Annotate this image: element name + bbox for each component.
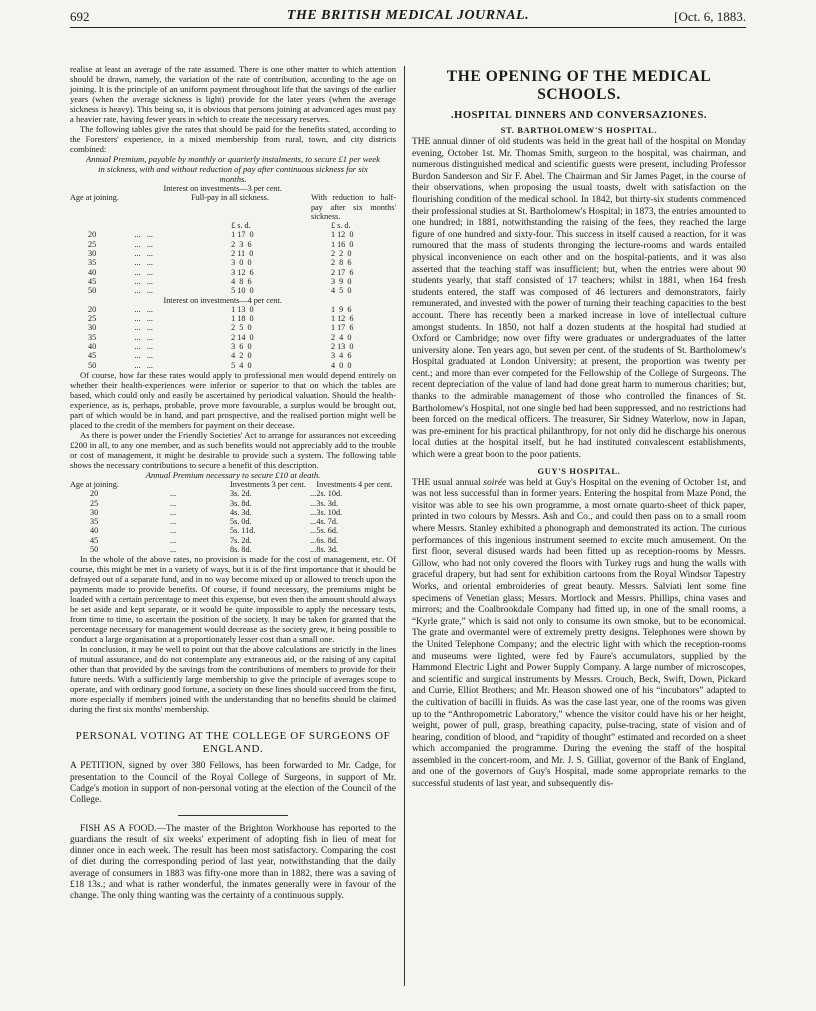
bart-text: annual dinner of old students was held in the great hall of the hospital on Monday evening, October 1st. Mr. Thomas Smith, surgeon to the hospital, was chairman, and numerous distinguished medical and scientific guests were present, including Professor Burdon Sanderson and Sir F. Abel. The Chairman and Sir James Paget, in the course of their observations, when proposing the usual toasts, dwelt with satisfaction on the flourishing condition of the medical school. In 1842, but thirty-six students commenced their professional studies at St. Bartholomew's Hospital; in 1873, the entries amounted to one hundred; in 1881, notwithstanding the raising of the fees, they reached the large figure of one hundred and sixty-four. This success in itself caused a reaction, for it was rumoured that the mass of students thronging the lecture-rooms and wards entailed physical inconvenience on each other and on the hospital-patients, and it was also asserted that the teaching staff was insufficient; but, when the entries were about 90 students yearly, that staff consisted of 17 teachers; whilst in 1881, when 164 fresh students entered, the staff was composed of 46 lecturers and demonstrators, fairly remunerated, and invested with the power of turning their teaching capacities to the best account. There has recently been a marked increase in love of intellectual culture amongst students. In 1850, not half a dozen students at the hospital had studied at Oxford or Cambridge; now over fifty were graduates or undergraduates of the latter university alone. Ten years ago, but seven per cent. of the students of St. Bartholomew's Hospital graduated at London University; at present, the proportion was twenty per cent.; and more than ever competed for the Fellowship of the College of Surgeons. The recent depreciation of the value of land had done great harm to numerous charities; but, thanks to the admirable management of those who controlled the finances of St. Bartholomew's Hospital, not one single bed had been suppressed, and no restrictions had been forced on the medical officers. The treasurer, Sir Sidney Waterlow, now in Japan, was pre-eminent for his practical philanthropy, for not only did he discharge his onerous local duties at the hospital itself, but he had instituted convalescent establishments, which were a great boon to the poor patients. — [412, 137, 746, 461]
death-premium-table — [70, 480, 396, 554]
table1-cell-age: 45 — [88, 351, 97, 361]
table1-cell-dots: ... ... — [134, 267, 153, 277]
table1-cell-age: 20 — [88, 230, 97, 240]
table1-header-age: Age at joining. — [70, 193, 119, 203]
table1-cell-dots: ... ... — [134, 323, 153, 333]
table1-cell-dots: ... ... — [134, 258, 153, 268]
table2-cell-dots: ... — [310, 498, 317, 508]
article-title-medical-schools: THE OPENING OF THE MEDICAL SCHOOLS. — [446, 68, 712, 103]
table2-cell-dots: ... — [310, 489, 317, 499]
paragraph-intro: realise at least an average of the rate assumed. There is one other matter to which attention should be drawn, namely, the variation of the rate of contribution, according to the age on joining. It is the principle of an uniform payment throughout life that the savings of the earlier years (when the average sickness is light) provide for the later years (when the average sickness is heavy). This being so, it is obvious that persons joining at advanced ages must pay a heavier rate, having fewer years in which to create the necessary reserves. — [70, 64, 396, 124]
table1-row — [70, 268, 396, 277]
table2-row — [70, 508, 396, 517]
table1-cell-dots: ... ... — [134, 276, 153, 286]
table2-cell-age: 25 — [90, 498, 99, 508]
table1-cell-dots: ... ... — [134, 314, 153, 324]
table1-cell-dots: ... ... — [134, 239, 153, 249]
table2-cell-4pc: 8s. 3d. — [316, 545, 339, 555]
table2-cell-3pc: 3s. 2d. — [230, 489, 252, 499]
table2-row — [70, 526, 396, 535]
table1-cell-reduced: 3 9 0 — [330, 276, 352, 286]
column-rule — [404, 66, 405, 986]
table2-cell-4pc: 2s. 10d. — [316, 489, 343, 499]
table1-row — [70, 333, 396, 342]
table1-cell-full: 3 0 0 — [231, 258, 252, 268]
table1-cell-full: 1 17 0 — [231, 230, 254, 240]
table1-cell-age: 30 — [88, 249, 97, 259]
table2-cell-age: 35 — [90, 517, 99, 527]
paragraph-guys — [412, 478, 746, 791]
guy-pre: usual annual — [430, 477, 484, 488]
table2-cell-dots: ... — [170, 526, 177, 536]
sickness-premium-table — [70, 184, 396, 370]
table1-cell-age: 30 — [88, 323, 97, 333]
paragraph-bartholomews — [412, 137, 746, 462]
table1-cell-full: 1 13 0 — [231, 304, 254, 314]
table2-cell-3pc: 4s. 3d. — [230, 507, 252, 517]
table2-row — [70, 545, 396, 554]
table2-cell-age: 20 — [90, 489, 99, 499]
table1-units: £ s. d. — [231, 221, 251, 231]
paragraph-of-course: Of course, how far these rates would apply to professional men would depend entirely on whether their health-experiences were inferior or superior to that on which the tables are based, which could only and easily be ascertained by periodical valuation. Should the health-experience, as is, perhaps, probable, prove more favourable, a surplus would be brought out, part of which would be in hand, and part prospective, and the realised portion might well be placed to the credit of the members for payment on their decease. — [70, 369, 396, 430]
table2-cell-3pc: 7s. 2d. — [230, 535, 252, 545]
table1-cell-dots: ... ... — [134, 360, 153, 370]
table1-cell-reduced: 4 0 0 — [330, 360, 352, 370]
table2-cell-3pc: 5s. 11d. — [230, 526, 256, 536]
table1-row — [70, 286, 396, 295]
table2-cell-dots: ... — [170, 498, 177, 508]
table2-cell-age: 45 — [90, 535, 99, 545]
table1-cell-reduced: 1 12 6 — [330, 314, 354, 324]
table1-cell-reduced: 3 4 6 — [330, 351, 352, 361]
article-subtitle: .HOSPITAL DINNERS AND CONVERSAZIONES. — [450, 110, 708, 121]
table2-cell-age: 50 — [90, 545, 99, 555]
table2-cell-3pc: 8s. 8d. — [230, 545, 252, 555]
guy-text: was held at Guy's Hospital on the evening of October 1st, and was not less successful than in former years. Entering the hospital from Maze Pond, the visitor was able to see his own programme, a most ornate quarto-sheet of thick paper, printed in two colours by Messrs. Ash and Co., and could then pass on to a small room where Messrs. Stanley exhibited a phonograph and demonstrated its action. The curious performances of this ingenious instrument seemed to excite much amusement. On the first floor, several disused wards had been fitted up as reception-rooms by Messrs. Gillow, who had not only covered the floors with Turkey rugs and hung the walls with graceful drapery, but had sent for exhibition cartoons from the Royal Windsor Tapestry Works, and oriental embroideries of great beauty. Messrs. Salviati lent some fine specimens of Venetian glass; Messrs. Mortlock and Messrs. Phillips, china vases and mirrors; and the Coalbrookdale Company had fitted up, in one of the small rooms, a “Kyrle grate,” which is said not only to consume its own smoke, but to be economical. The grate and overmantel were of extremely pretty designs. Telephones were shown by the United Telephone Company; and the electric light with which the reception-rooms and museums were lighted, were fed by Faure's accumulators, supplied by the Hammond Electric Light and Power Supply Company. A large number of microscopes, and scientific and surgical instruments by Messrs. Crouch, Beck, Swift, Down, Pickard and Currie, Elliot Brothers; and Mr. Heason showed one of his “incubators” adapted to the cultivation of bacilli in fluids. As was the case last year, one of the rooms was given up to the “Anthropometric Laboratory,” whence the visitor could have his or her height, weight, power of pull, grasp, breathing capacity, pulse-tracing, state of vision and of hearing, condition of blood, and “rapidity of thought” estimated and recorded on a sheet which accompanied the programme. During the evening the staff of the hospital assembled in the concert-room, and Mr. J. S. Gilliat, governor of the Bank of England, and one of the governors of Guy's Hospital, made some appropriate remarks to the successful students of last year, and subsequently dis- — [412, 477, 746, 790]
table1-cell-age: 20 — [88, 304, 97, 314]
table1-cell-age: 25 — [88, 239, 97, 249]
table1-header-full: Full-pay in all sickness. — [191, 193, 269, 203]
guy-lead: THE — [412, 477, 431, 488]
table2-header-age: Age at joining. — [70, 479, 119, 489]
table2-row — [70, 517, 396, 526]
table2-cell-dots: ... — [310, 526, 317, 536]
table2-cell-dots: ... — [310, 507, 317, 517]
table1-row — [70, 258, 396, 267]
table1-cell-full: 4 2 0 — [231, 351, 252, 361]
table1-subheading-3pc: Interest on investments—3 per cent. — [163, 184, 282, 193]
table1-cell-reduced: 2 13 0 — [330, 342, 354, 352]
table1-units: £ s. d. — [330, 221, 351, 231]
table2-cell-4pc: 5s. 6d. — [316, 526, 339, 536]
table2-cell-dots: ... — [310, 535, 317, 545]
table1-cell-dots: ... ... — [134, 342, 153, 352]
issue-date: [Oct. 6, 1883. — [674, 9, 746, 24]
table2-row — [70, 536, 396, 545]
table1-cell-dots: ... ... — [134, 230, 153, 240]
table1-cell-full: 2 5 0 — [231, 323, 252, 333]
table1-cell-full: 5 10 0 — [231, 286, 254, 296]
table2-rows — [70, 489, 396, 554]
table2-row — [70, 499, 396, 508]
table1-cell-dots: ... ... — [134, 304, 153, 314]
table1-row — [70, 305, 396, 314]
bart-lead: THE — [412, 137, 431, 147]
table1-cell-dots: ... ... — [134, 249, 153, 259]
right-column — [412, 68, 746, 791]
table2-cell-4pc: 6s. 8d. — [316, 535, 339, 545]
table2-cell-age: 30 — [90, 507, 99, 517]
page-number: 692 — [70, 9, 90, 24]
table2-cell-dots: ... — [310, 517, 317, 527]
table2-header-3pc: Investments 3 per cent. — [230, 479, 306, 489]
table2-cell-dots: ... — [170, 489, 177, 499]
paragraph-whole: In the whole of the above rates, no provision is made for the cost of management, etc. Of course, this might be met in a variety of ways, but it is of the first importance that it should be defrayed out of a separate fund, and in no way become mixed up or allowed to trench upon the payments made to provide benefits. Of course, if found necessary, the premiums might be loaded with a certain percentage to meet this expense, but even then the amount should always be set aside and kept separate, or it would be quite impossible to apply the necessary tests, from time to time, to ascertain the position of the society. It may be taken for granted that the percentage necessary for management would decrease as the society grew, it being possible to conduct a large organisation at a proportionately lesser cost than a small one. — [70, 554, 396, 645]
table1-cell-full: 5 4 0 — [231, 360, 252, 370]
table2-cell-dots: ... — [170, 507, 177, 517]
table1-cell-full: 3 6 0 — [231, 342, 252, 352]
table1-cell-reduced: 1 17 6 — [330, 323, 354, 333]
table1-cell-reduced: 1 9 6 — [330, 304, 352, 314]
table1-cell-age: 25 — [88, 314, 97, 324]
table2-cell-3pc: 3s. 8d. — [230, 498, 252, 508]
table1-row — [70, 230, 396, 239]
paragraph-tables-intro: The following tables give the rates that should be paid for the benefits stated, according to the Foresters' experience, in a mixed membership from rural, town, and city districts combined: — [70, 124, 396, 154]
article-fish-as-food — [70, 824, 396, 903]
table1-row — [70, 351, 396, 360]
table1-cell-full: 1 18 0 — [231, 314, 254, 324]
table2-cell-dots: ... — [170, 545, 177, 555]
table1-cell-full: 2 14 0 — [231, 332, 254, 342]
table1-row — [70, 277, 396, 286]
table1-row — [70, 361, 396, 370]
section-divider — [178, 815, 288, 816]
table1-cell-age: 50 — [88, 286, 97, 296]
table1-cell-reduced: 2 2 0 — [330, 249, 352, 259]
table2-cell-4pc: 3s. 3d. — [316, 498, 339, 508]
table1-cell-age: 40 — [88, 342, 97, 352]
voting-text: signed by over 380 Fellows, has been forwarded to Mr. Cadge, for presentation to the Council of the Royal College of Surgeons, in support of Mr. Cadge's motion in support of non-personal voting at the election of the Council of the College. — [70, 761, 397, 806]
fish-lead: FISH AS A FOOD. — [80, 823, 157, 834]
table1-cell-dots: ... ... — [134, 332, 153, 342]
table1-row — [70, 240, 396, 249]
header-rule — [70, 27, 746, 28]
table1-cell-full: 3 12 6 — [231, 267, 254, 277]
table1-cell-dots: ... ... — [134, 286, 153, 296]
table2-cell-4pc: 4s. 7d. — [316, 517, 339, 527]
table1-cell-reduced: 2 17 6 — [330, 267, 354, 277]
fish-text: —The master of the Brighton Workhouse has reported to the guardians the result of six weeks' experiment of adopting fish in lieu of meat for dinner once in each week. The result has been most satisfactory. Comparing the cost of diet during the corresponding period of last year, notwithstanding that the daily average of consumers in 1883 was fifty-one more than in 1882, there was a saving of £18 13s.; and what is rather wonderful, the inmates generally were in favour of the change. The only thing wanting was the certainty of a continuous supply. — [70, 823, 396, 902]
table2-caption: Annual Premium necessary to secure £10 at death. — [145, 469, 321, 480]
section-heading-bartholomews: ST. BARTHOLOMEW'S HOSPITAL. — [500, 126, 658, 135]
table1-cell-age: 35 — [88, 332, 97, 342]
left-column — [70, 64, 396, 903]
article-title-voting: PERSONAL VOTING AT THE COLLEGE OF SURGEONS OF ENGLAND. — [75, 730, 391, 756]
table1-cell-age: 40 — [88, 267, 97, 277]
table1-header-reduced: With reduction to half-pay after six months' sickness. — [310, 193, 396, 221]
table1-cell-age: 35 — [88, 258, 97, 268]
table1-cell-reduced: 2 8 6 — [330, 258, 352, 268]
article-body-voting — [70, 761, 396, 806]
table1-cell-reduced: 1 16 0 — [330, 239, 354, 249]
table1-cell-reduced: 1 12 0 — [330, 230, 354, 240]
table1-cell-full: 2 3 6 — [231, 239, 252, 249]
table2-cell-dots: ... — [170, 535, 177, 545]
table1-row — [70, 249, 396, 258]
table1-row — [70, 342, 396, 351]
table1-subheading-4pc: Interest on investments—4 per cent. — [163, 295, 282, 305]
section-heading-guys: GUY'S HOSPITAL. — [537, 466, 621, 476]
table1-rows-3pc — [70, 230, 396, 295]
table1-caption: Annual Premium, payable by monthly or quarterly instalments, to secure £1 per week in sickness, with and without reduction of pay after continuous sickness for six months. — [86, 154, 380, 184]
table1-cell-full: 4 8 6 — [231, 276, 252, 286]
table2-cell-4pc: 3s. 10d. — [316, 507, 343, 517]
table1-rows-4pc — [70, 305, 396, 370]
voting-lead: A PETITION, — [70, 761, 125, 772]
table2-cell-dots: ... — [170, 517, 177, 527]
table1-cell-age: 50 — [88, 360, 97, 370]
table1-row — [70, 323, 396, 332]
paragraph-conclusion: In conclusion, it may be well to point out that the above calculations are strictly in the lines of mutual assurance, and do not contemplate any extraneous aid, or the raising of any capital other than that provided by the savings from the contributions of members to provide for their future needs. With a sufficiently large membership to give the principle of averages scope to operate, and with ordinary good fortune, a society on these lines should succeed from the first, more especially if members joined with the understanding that no benefits should be claimed during the first six months' membership. — [70, 644, 396, 715]
table2-cell-dots: ... — [310, 545, 317, 555]
table1-cell-reduced: 4 5 0 — [330, 286, 352, 296]
table2-row — [70, 489, 396, 498]
table2-cell-3pc: 5s. 0d. — [230, 517, 252, 527]
table1-cell-reduced: 2 4 0 — [330, 332, 352, 342]
running-title: THE BRITISH MEDICAL JOURNAL. — [286, 8, 530, 23]
table2-cell-age: 40 — [90, 526, 99, 536]
table2-header-4pc: Investments 4 per cent. — [316, 479, 393, 489]
paragraph-power: As there is power under the Friendly Societies' Act to arrange for assurances not exceeding £200 in all, to any one member, and as such benefits would not appreciably add to the trouble or cost of management, it might be desirable to provide such a system. The following table shows the necessary contributions to secure a benefit of this description. — [70, 429, 396, 470]
table1-row — [70, 314, 396, 323]
table1-cell-full: 2 11 0 — [231, 249, 254, 259]
table1-cell-age: 45 — [88, 276, 97, 286]
table1-cell-dots: ... ... — [134, 351, 153, 361]
guy-soiree: soirée — [483, 477, 507, 488]
